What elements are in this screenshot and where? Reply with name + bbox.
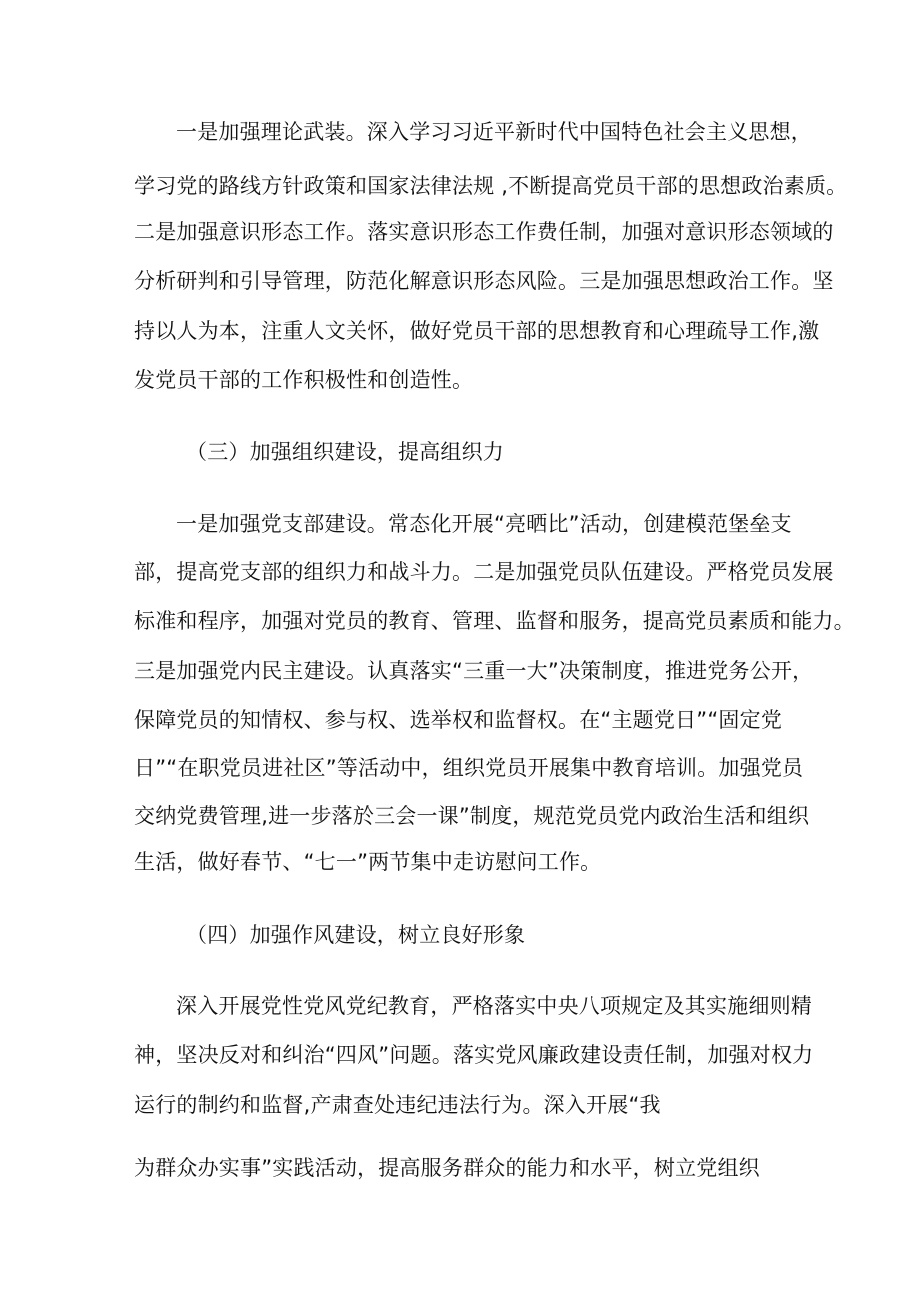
paragraph-1-line-2: 学习党的路线方针政策和国家法律法规 ,不断提高党员干部的思想政治素质。 xyxy=(134,174,848,198)
paragraph-3-line-3: 运行的制约和监督,产肃查处违纪违法行为。深入开展“我 xyxy=(134,1093,661,1117)
paragraph-2-line-4: 三是加强党内民主建设。认真落实“三重一大”决策制度，推进党务公开， xyxy=(134,659,814,683)
paragraph-2-line-3: 标准和程序，加强对党员的教育、管理、监督和服务，提高党员素质和能力。 xyxy=(134,609,855,633)
paragraph-2-line-2: 部，提高党支部的组织力和战斗力。二是加强党员队伍建设。严格党员发展 xyxy=(134,560,834,584)
paragraph-1-line-4: 分析研判和引导管理，防范化解意识形态风险。三是加强思想政治工作。坚 xyxy=(134,269,834,293)
paragraph-2-line-1: 一是加强党支部建设。常态化开展“亮晒比”活动，创建模范堡垒支 xyxy=(176,512,792,536)
paragraph-1-line-3: 二是加强意识形态工作。落实意识形态工作费任制，加强对意识形态领域的 xyxy=(134,220,834,244)
paragraph-2-line-7: 交纳党费管理,进一步落於三会一课”制度，规范党员党内政治生活和组织 xyxy=(134,804,810,828)
paragraph-1-line-6: 发党员干部的工作积极性和创造性。 xyxy=(134,368,474,392)
paragraph-2-line-8: 生活，做好春节、“七一”两节集中走访慰问工作。 xyxy=(134,850,602,874)
paragraph-2-line-5: 保障党员的知情权、参与权、选举权和监督权。在“主题党日”“固定党 xyxy=(134,708,783,732)
paragraph-1-line-1: 一是加强理论武装。深入学习习近平新时代中国特色社会主义思想， xyxy=(176,120,812,144)
section-heading-4: （四）加强作风建设，树立良好形象 xyxy=(186,923,526,947)
paragraph-1-line-5: 持以人为本，注重人文关怀，做好党员干部的思想教育和心理疏导工作,激 xyxy=(134,319,820,343)
section-heading-3: （三）加强组织建设，提高组织力 xyxy=(186,440,504,464)
paragraph-3-line-1: 深入开展党性党风党纪教育，严格落实中央八项规定及其实施细则精 xyxy=(176,994,812,1018)
paragraph-3-line-2: 神，坚决反对和纠治“四风”问题。落实党风廉政建设责任制，加强对权力 xyxy=(134,1043,814,1067)
paragraph-3-line-4: 为群众办实事”实践活动，提高服务群众的能力和水平，树立党组织 xyxy=(134,1156,760,1180)
paragraph-2-line-6: 日”“在职党员进社区”等活动中，组织党员开展集中教育培训。加强党员 xyxy=(134,756,804,780)
